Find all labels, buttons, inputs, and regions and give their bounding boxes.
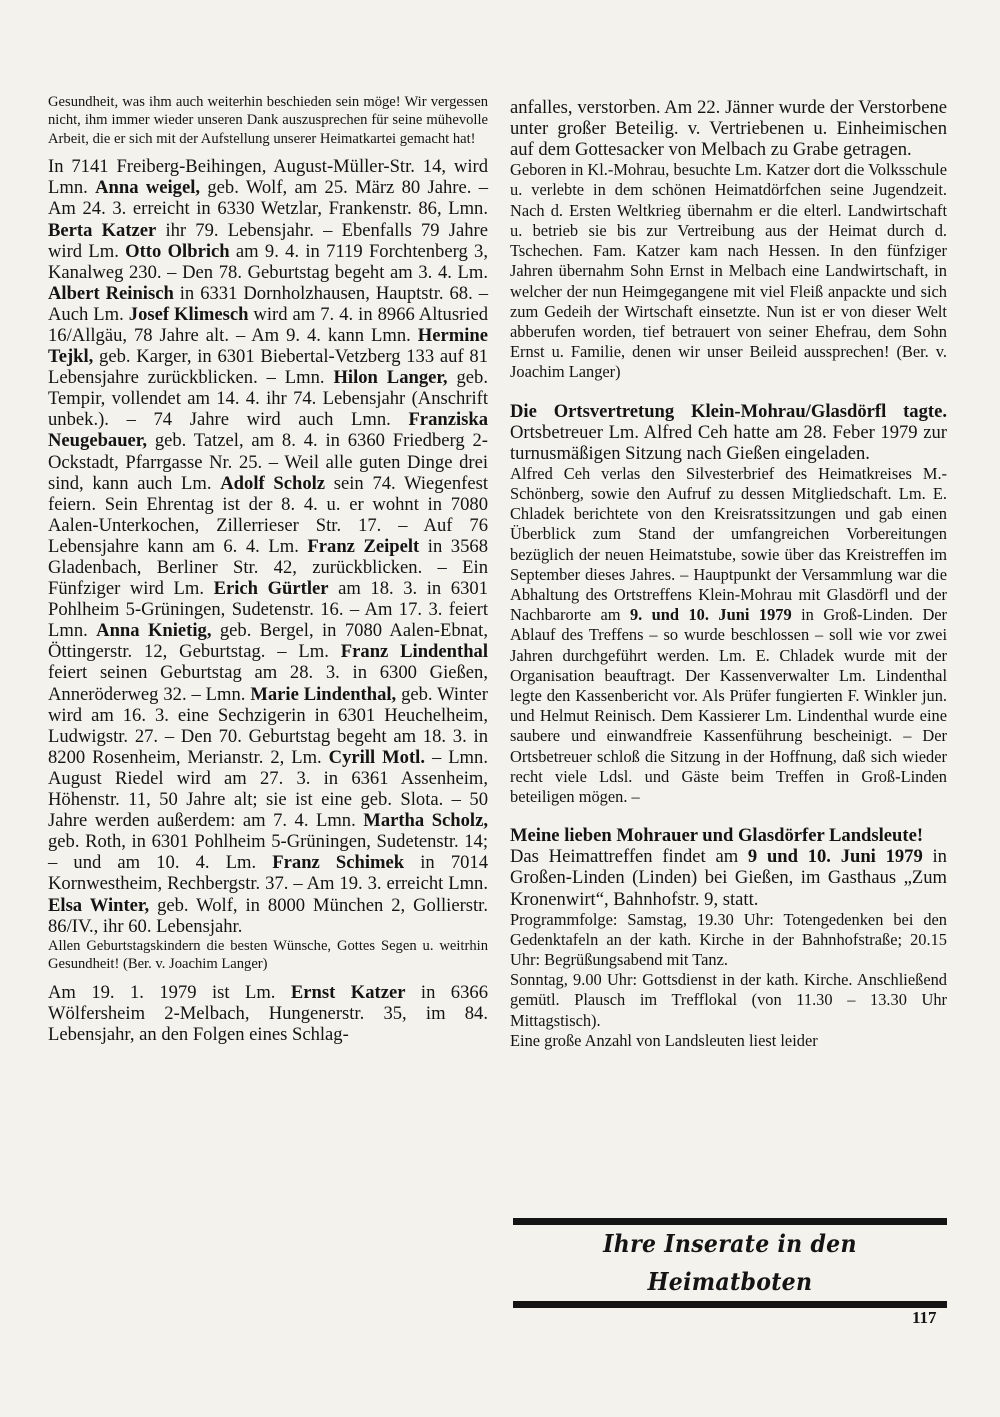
bold-name: Franz Lindenthal — [340, 641, 488, 663]
meeting-report-body — [510, 464, 947, 807]
bold-name: Hermine Tejkl, — [48, 324, 488, 368]
text-run: geb. Karger, in 6301 Biebertal-Vetzberg 133 auf 81 Lebensjahre zurückblicken. – Lmn. — [48, 346, 488, 389]
text-run: Alfred Ceh verlas den Silvesterbrief des Heimatkreises M.-Schönberg, sowie den Aufruf zu dessen Mitgliedschaft. Lm. E. Chladek berichtete von den Kreisratssitzungen und gab einen Überblick zum Stand der umfangreichen Vorbereitungen bezüglich der neuen Heimatstube, sowie über das Kreistreffen im September dieses Jahres. – Hauptpunkt der Versammlung war die Abhaltung des Ortstreffens Klein-Mohrau mit Glasdörfl und der Nachbarorte am — [510, 463, 947, 625]
bold-name: Albert Reinisch — [48, 282, 174, 304]
bold-name: Berta Katzer — [48, 219, 157, 241]
text-run: geb. Bergel, in 7080 Aalen-Ebnat, Öttingerstr. 12, Geburtstag. – Lm. — [48, 620, 488, 663]
text-run: Am 19. 1. 1979 ist Lm. — [48, 981, 291, 1003]
text-run: In 7141 Freiberg-Beihingen, August-Müller-Str. 14, wird Lmn. — [48, 156, 488, 199]
left-column — [48, 93, 488, 1045]
text-run: in 6331 Dornholzhausen, Hauptstr. 68. – Auch Lm. — [48, 282, 488, 325]
text-run: in Groß-Linden. Der Ablauf des Treffens – so wurde beschlossen – soll wie vor zwei Jahren durchgeführt werden. Lm. E. Chladek wurde mit der Organisation beauftragt. Der Kassenverwalter Lm. Lindenthal legte den Kassenbericht vor. Als Prüfer fungierten F. Winkler jun. und Helmut Reinisch. Dem Kassierer Lm. Lindenthal wurde eine saubere und einwandfreie Kassenführung bescheinigt. – Der Ortsbetreuer schloß die Sitzung in der Hoffnung, daß sich wieder recht viele Ldsl. und Gäste beim Treffen in Groß-Linden beteiligen mögen. – — [510, 605, 948, 807]
text-run: in 7014 Kornwestheim, Rechbergstr. 37. – Am 19. 3. erreicht Lmn. — [48, 852, 489, 895]
obituary-start — [48, 982, 488, 1045]
text-run: geb. Tatzel, am 8. 4. in 6360 Friedberg 2-Ockstadt, Pfarrgasse Nr. 25. – Weil alle guten Dinge drei sind, kann auch Lm. — [48, 430, 488, 494]
text-run: geb. Roth, in 6301 Pohlheim 5-Grüningen, Sudetenstr. 14; – und am 10. 4. Lm. — [48, 831, 488, 874]
bold-name: Otto Olbrich — [125, 240, 230, 262]
text-run: geb. Tempir, vollendet am 14. 4. ihr 74. Lebensjahr (Anschrift unbek.). – 74 Jahre wird auch Lmn. — [48, 367, 488, 431]
text-run: wird am 7. 4. in 8966 Altusried 16/Allgäu, 78 Jahre alt. – Am 9. 4. kann Lmn. — [48, 303, 488, 346]
bold-name: Elsa Winter, — [48, 894, 150, 916]
banner-bottom-rule — [513, 1301, 947, 1308]
text-run: – Lmn. August Riedel wird am 27. 3. in 6361 Assenheim, Höhenstr. 11, 50 Jahre alt; sie ist eine geb. Slota. – 50 Jahre werden außerdem: am 7. 4. Lmn. — [48, 746, 488, 832]
banner-text: Ihre Inserate in den Heimatboten — [603, 1229, 857, 1296]
text-run: geb. Wolf, am 25. März 80 Jahre. – Am 24. 3. erreicht in 6330 Wetzlar, Frankenstr. 86, Lmn. — [48, 177, 489, 220]
bold-name: Hilon Langer, — [333, 367, 448, 389]
program-sunday: Sonntag, 9.00 Uhr: Gottsdienst in der kath. Kirche. Anschließend gemütl. Plausch im Trefflokal (von 11.30 – 13.30 Uhr Mittagstisch). — [510, 970, 947, 1030]
bold-name: Marie Lindenthal, — [250, 683, 397, 705]
text-run: in Großen-Linden (Linden) bei Gießen, im Gasthaus „Zum Kronenwirt“, Bahnhofstr. 9, statt. — [510, 846, 947, 910]
bold-name: Anna Knietig, — [96, 620, 212, 642]
meeting-report-heading: Die Ortsvertretung Klein-Mohrau/Glasdörfl tagte. — [510, 400, 947, 422]
announcement-heading: Meine lieben Mohrauer und Glasdörfer Landsleute! — [510, 825, 924, 847]
intro-paragraph: Gesundheit, was ihm auch weiterhin beschieden sein möge! Wir vergessen nicht, ihm immer wieder unseren Dank auszusprechen für seine mühevolle Arbeit, die er sich mit der Aufstellung unserer Heimatkartei gemacht hat! — [48, 94, 488, 147]
bold-name: Erich Gürtler — [213, 578, 329, 600]
text-run: geb. Wolf, in 8000 München 2, Gollierstr. 86/IV., ihr 60. Lebensjahr. — [48, 894, 488, 937]
text-run: Das Heimattreffen findet am — [510, 846, 748, 868]
bold-name: Adolf Scholz — [220, 472, 326, 494]
bold-name: Cyrill Motl. — [328, 746, 425, 768]
text-run: geb. Winter wird am 16. 3. eine Sechzigerin in 6301 Heuchelheim, Ludwigstr. 27. – Den 70. Geburtstag begeht am 18. 3. in 8200 Rosenheim, Merianstr. 2, Lm. — [48, 683, 488, 768]
bold-name: Franz Zeipelt — [307, 535, 420, 557]
obituary-continued: anfalles, verstorben. Am 22. Jänner wurde der Verstorbene unter großer Beteilig. v. Vertriebenen u. Einheimischen auf dem Gottesacker von Melbach zu Grabe getragen. — [510, 97, 947, 161]
text-run: ihr 79. Lebensjahr. – Ebenfalls 79 Jahre wird Lm. — [48, 219, 488, 262]
banner-top-rule — [513, 1218, 947, 1225]
bold-name: Josef Klimesch — [128, 303, 249, 325]
bold-name: Franz Schimek — [272, 852, 405, 874]
bold-name: Franziska Neugebauer, — [48, 409, 488, 452]
text-run: sein 74. Wiegenfest feiern. Sein Ehrentag ist der 8. 4. u. er wohnt in 7080 Aalen-Unterkochen, Zillerrieser Str. 17. – Auf 76 Lebensjahre kann am 6. 4. Lm. — [48, 472, 488, 557]
bold-name: Anna weigel, — [95, 177, 201, 199]
text-run: in 3568 Gladenbach, Berliner Str. 42, zurückblicken. – Ein Fünfziger wird Lm. — [48, 535, 488, 600]
birthday-wishes: Allen Geburtstagskindern die besten Wünsche, Gottes Segen u. weitrhin Gesundheit! (Ber. v. Joachim Langer) — [48, 937, 488, 973]
meeting-report-intro: Ortsbetreuer Lm. Alfred Ceh hatte am 28. Feber 1979 zur turnusmäßigen Sitzung nach Gießen eingeladen. — [510, 421, 947, 464]
obituary-biography: Geboren in Kl.-Mohrau, besuchte Lm. Katzer dort die Volksschule u. verlebte in dem schönen Heimatdörfchen seine Jugendzeit. Nach d. Ersten Weltkrieg übernahm er die elterl. Landwirtschaft u. betrieb sie bis zur Vertreibung aus der Heimat durch d. Tschechen. Fam. Katzer kam nach Hessen. In den fünfziger Jahren übernahm Sohn Ernst in Melbach eine Landwirtschaft, in welcher der nun Heimgegangene mit viel Fleiß anpackte und sich zum Gedeih der Wirtschaft einsetzte. Nun ist er von dieser Welt abberufen worden, tief betrauert von seiner Ehefrau, dem Sohn Ernst u. Familie, denen wir unser Beileid aussprechen! (Ber. v. Joachim Langer) — [510, 160, 947, 382]
meeting-report-lead — [510, 401, 947, 464]
advertisement-banner — [513, 1218, 947, 1308]
text-run: am 18. 3. in 6301 Pohlheim 5-Grüningen, Sudetenstr. 16. – Am 17. 3. feiert Lmn. — [48, 578, 488, 642]
page-number: 117 — [912, 1308, 937, 1327]
announcement-body — [510, 846, 947, 909]
text-run: am 9. 4. in 7119 Forchtenberg 3, Kanalweg 230. – Den 78. Geburtstag begeht am 3. 4. Lm. — [48, 240, 488, 283]
bold-name: 9 und 10. Juni 1979 — [747, 846, 923, 868]
bold-name: 9. und 10. Juni 1979 — [629, 605, 792, 625]
program-saturday: Programmfolge: Samstag, 19.30 Uhr: Totengedenken bei den Gedenktafeln an der kath. Kirche in der Bahnhofstraße; 20.15 Uhr: Begrüßungsabend mit Tanz. — [510, 909, 947, 970]
bold-name: Martha Scholz, — [363, 810, 488, 832]
text-run: in 6366 Wölfersheim 2-Melbach, Hungenerstr. 35, im 84. Lebensjahr, an den Folgen eines Schlag- — [48, 981, 488, 1045]
text-run: feiert seinen Geburtstag am 28. 3. in 6300 Gießen, Anneröderweg 32. – Lmn. — [48, 662, 488, 705]
right-column — [510, 97, 947, 1051]
bold-name: Ernst Katzer — [290, 981, 406, 1003]
birthday-list — [48, 156, 488, 936]
closing-line: Eine große Anzahl von Landsleuten liest leider — [510, 1030, 818, 1050]
